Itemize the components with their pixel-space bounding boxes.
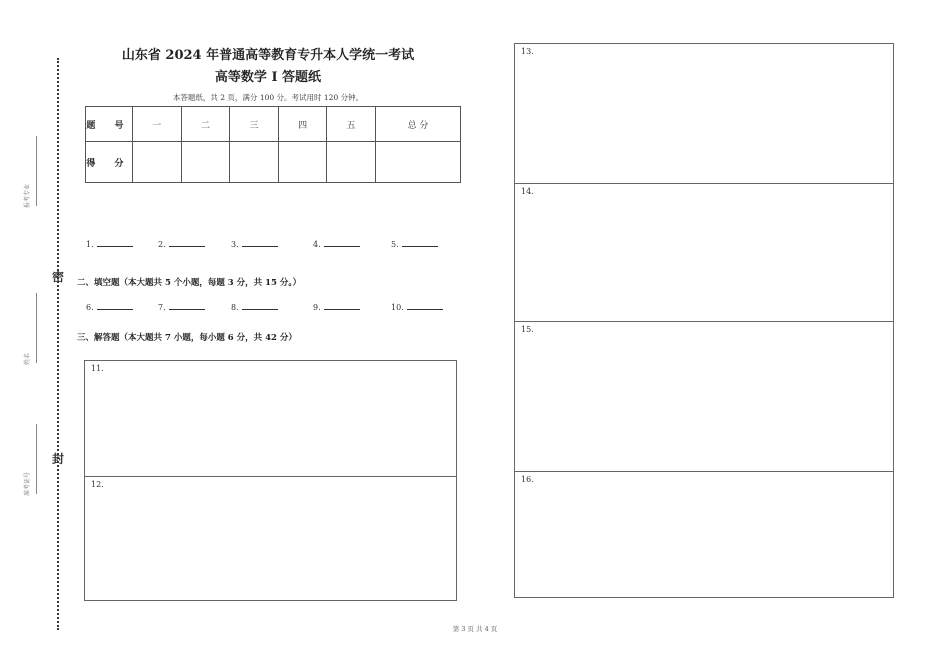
seal-char-mi: 密 (52, 270, 65, 284)
seal-char-feng: 封 (52, 452, 65, 466)
answer-box-16-num: 16. (521, 475, 534, 484)
blank-8-line (242, 301, 278, 310)
answer-box-15-num: 15. (521, 325, 534, 334)
field-exam-id[interactable] (20, 424, 44, 524)
blank-3[interactable] (231, 238, 278, 249)
blank-6[interactable] (86, 301, 133, 312)
score-table-score-row (86, 142, 461, 183)
blank-3-num: 3. (231, 240, 239, 249)
exam-title: 山东省 2024 年普通高等教育专升本人学统一考试 (121, 48, 415, 63)
score-cell-4[interactable] (278, 142, 327, 183)
score-col-2: 二 (181, 107, 230, 142)
blank-5-num: 5. (391, 240, 399, 249)
blank-9-num: 9. (313, 303, 321, 312)
field-major[interactable] (20, 136, 44, 236)
answer-box-15[interactable] (514, 321, 894, 472)
blank-4-num: 4. (313, 240, 321, 249)
answer-box-12-num: 12. (91, 480, 104, 489)
blank-10-line (407, 301, 443, 310)
blank-2-line (169, 238, 205, 247)
answer-box-13-num: 13. (521, 47, 534, 56)
blank-3-line (242, 238, 278, 247)
section2-title: 二、填空题（本大题共 5 个小题，每题 3 分，共 15 分。） (77, 278, 302, 288)
answer-box-13[interactable] (514, 43, 894, 184)
blank-8[interactable] (231, 301, 278, 312)
answer-box-14-num: 14. (521, 187, 534, 196)
blank-9[interactable] (313, 301, 360, 312)
blank-7-line (169, 301, 205, 310)
exam-subtitle: 高等数学 I 答题纸 (214, 70, 322, 85)
score-col-4: 四 (278, 107, 327, 142)
blank-8-num: 8. (231, 303, 239, 312)
blank-6-line (97, 301, 133, 310)
blank-10-num: 10. (391, 303, 404, 312)
field-name-label: 姓名 (24, 352, 31, 365)
field-major-label: 报考专业 (24, 183, 31, 208)
score-col-1: 一 (133, 107, 182, 142)
binding-dotted-line (57, 58, 59, 630)
blank-2[interactable] (158, 238, 205, 249)
score-row1-label: 题 号 (86, 107, 133, 142)
blank-1-num: 1. (86, 240, 94, 249)
exam-note: 本答题纸，共 2 页，满分 100 分。考试用时 120 分钟。 (172, 93, 364, 102)
page-number: 第 3 页 共 4 页 (452, 625, 498, 633)
answer-box-11[interactable] (84, 360, 457, 477)
score-cell-total[interactable] (376, 142, 461, 183)
score-col-5: 五 (327, 107, 376, 142)
score-col-total: 总 分 (376, 107, 461, 142)
field-name-line (36, 293, 37, 363)
blank-2-num: 2. (158, 240, 166, 249)
answer-box-11-num: 11. (91, 364, 104, 373)
blank-7[interactable] (158, 301, 205, 312)
blank-5-line (402, 238, 438, 247)
blank-4-line (324, 238, 360, 247)
blank-1-line (97, 238, 133, 247)
field-exam-id-line (36, 424, 37, 494)
score-cell-5[interactable] (327, 142, 376, 183)
score-table (85, 106, 461, 183)
score-cell-2[interactable] (181, 142, 230, 183)
blank-4[interactable] (313, 238, 360, 249)
score-cell-1[interactable] (133, 142, 182, 183)
field-exam-id-label: 准考证号 (24, 471, 31, 496)
answer-box-14[interactable] (514, 183, 894, 322)
section3-title: 三、解答题（本大题共 7 小题，每小题 6 分，共 42 分） (77, 333, 297, 343)
score-col-3: 三 (230, 107, 279, 142)
blank-9-line (324, 301, 360, 310)
field-major-line (36, 136, 37, 206)
blank-5[interactable] (391, 238, 438, 249)
score-table-header-row (86, 107, 461, 142)
score-cell-3[interactable] (230, 142, 279, 183)
blank-6-num: 6. (86, 303, 94, 312)
field-name[interactable] (20, 293, 44, 393)
blank-10[interactable] (391, 301, 443, 312)
answer-box-16[interactable] (514, 471, 894, 598)
answer-box-12[interactable] (84, 476, 457, 601)
blank-7-num: 7. (158, 303, 166, 312)
score-row2-label: 得 分 (86, 142, 133, 183)
blank-1[interactable] (86, 238, 133, 249)
